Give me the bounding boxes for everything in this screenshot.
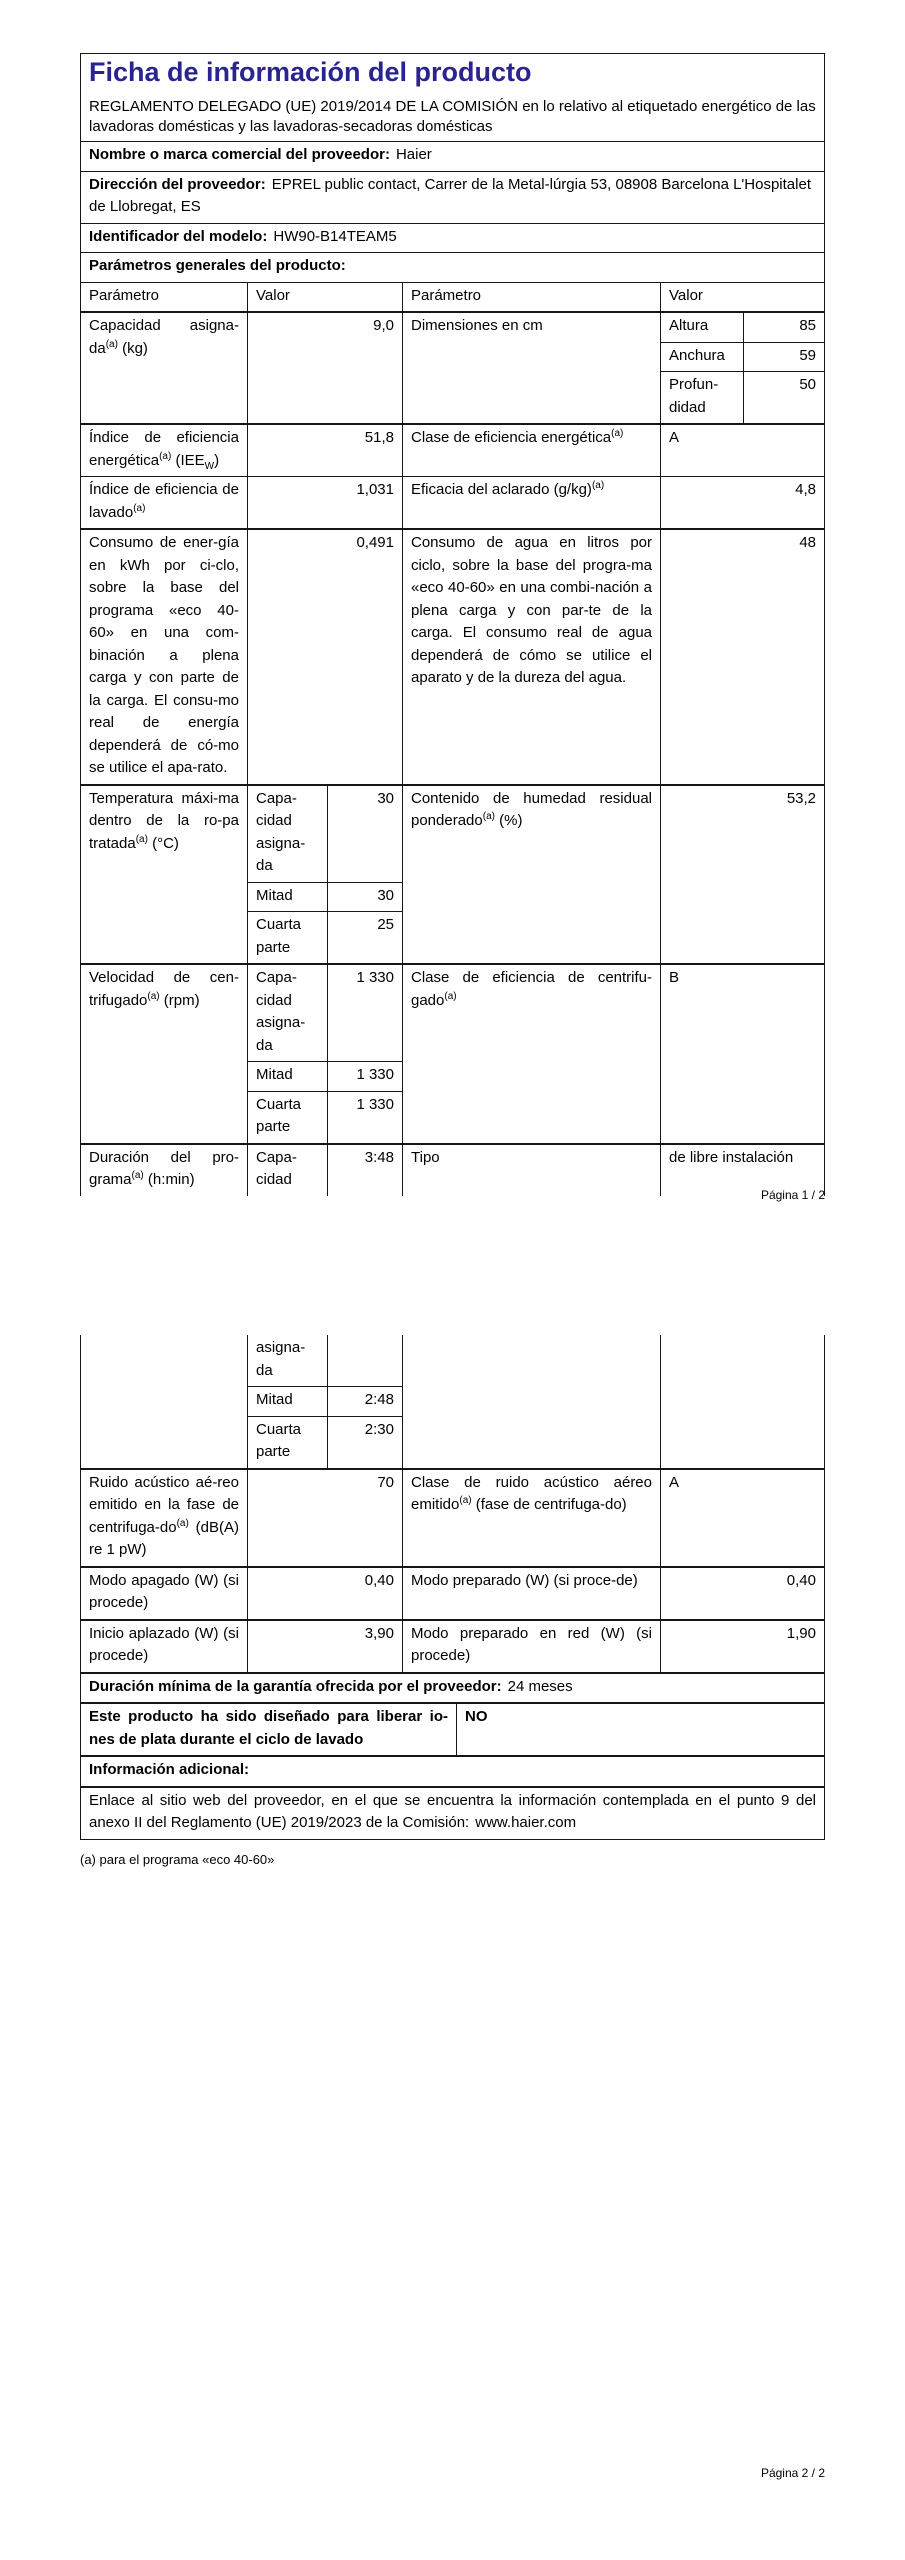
duration-cont-empty-param — [403, 1335, 661, 1469]
spin-half-value: 1 330 — [328, 1062, 403, 1092]
temperature-rated-label: Capa-cidad asigna-da — [248, 785, 328, 883]
duration-half-label: Mitad — [248, 1387, 328, 1417]
spin-quarter-label: Cuarta parte — [248, 1091, 328, 1144]
page-1 — [80, 53, 826, 1196]
dimension-depth-value: 50 — [744, 372, 825, 425]
row-energy-efficiency-index — [81, 424, 825, 477]
humidity-label: Contenido de humedad residual ponderado$^{(a)}$ (%) — [403, 785, 661, 965]
delayed-start-label: Inicio aplazado (W) (si procede) — [81, 1620, 248, 1673]
row-wash-index — [81, 477, 825, 530]
dimension-width-label: Anchura — [661, 342, 744, 372]
silver-ions-value: NO — [457, 1703, 825, 1756]
iee-value: 51,8 — [248, 424, 403, 477]
regulation-text: REGLAMENTO DELEGADO (UE) 2019/2014 DE LA COMISIÓN en lo relativo al etiquetado energético de las lavadoras domésticas y las lavadoras-secadoras domésticas — [89, 97, 816, 135]
warranty-value: 24 meses — [507, 1677, 573, 1695]
additional-info-heading: Información adicional: — [89, 1761, 250, 1778]
row-supplier-name — [81, 142, 825, 172]
product-fiche-table-page2 — [80, 1335, 825, 1840]
energy-consumption-value: 0,491 — [248, 529, 403, 785]
energy-class-label: Clase de eficiencia energética$^{(a)}$ — [403, 424, 661, 477]
spin-class-value: B — [661, 964, 825, 1144]
dimensions-label: Dimensiones en cm — [403, 312, 661, 424]
header-value-2: Valor — [661, 282, 825, 312]
standby-mode-label: Modo preparado (W) (si proce-de) — [403, 1567, 661, 1620]
temperature-quarter-value: 25 — [328, 912, 403, 965]
standby-mode-value: 0,40 — [661, 1567, 825, 1620]
page-1-footer: Página 1 / 2 — [760, 1188, 825, 1202]
iee-label: Índice de eficiencia energética$^{(a)}$ $(IEE_W)$ — [81, 424, 248, 477]
row-consumption — [81, 529, 825, 785]
temperature-label: Temperatura máxi-ma dentro de la ro-pa tratada$^{(a)}$ (°C) — [81, 785, 248, 965]
water-consumption-value: 48 — [661, 529, 825, 785]
supplier-address-label: Dirección del proveedor: — [89, 175, 266, 193]
warranty-label: Duración mínima de la garantía ofrecida por el proveedor: — [89, 1677, 502, 1695]
document-header-cell — [81, 54, 825, 142]
header-value-1: Valor — [248, 282, 403, 312]
warranty-cell — [81, 1673, 825, 1704]
product-fiche-table-page1 — [80, 53, 825, 1196]
duration-quarter-label: Cuarta parte — [248, 1416, 328, 1469]
duration-half-value: 2:48 — [328, 1387, 403, 1417]
row-off-mode — [81, 1567, 825, 1620]
row-capacity — [81, 312, 825, 342]
capacity-value: 9,0 — [248, 312, 403, 424]
general-params-heading-cell — [81, 253, 825, 283]
temperature-quarter-label: Cuarta parte — [248, 912, 328, 965]
rinse-label: Eficacia del aclarado $(g/kg)^{(a)}$ — [403, 477, 661, 530]
row-delayed-start — [81, 1620, 825, 1673]
duration-label: Duración del pro-grama$^{(a)}$ (h:min) — [81, 1144, 248, 1196]
page-2-footer: Página 2 / 2 — [760, 2466, 825, 2480]
row-model-id — [81, 223, 825, 253]
supplier-name-cell — [81, 142, 825, 172]
row-title — [81, 54, 825, 142]
spin-rated-label: Capa-cidad asigna-da — [248, 964, 328, 1062]
weblink-url: www.haier.com — [475, 1814, 577, 1831]
row-warranty — [81, 1673, 825, 1704]
weblink-cell — [81, 1787, 825, 1840]
header-param-2: Parámetro — [403, 282, 661, 312]
dimension-depth-label: Profun-didad — [661, 372, 744, 425]
page-title: Ficha de información del producto — [89, 57, 532, 87]
spin-rated-value: 1 330 — [328, 964, 403, 1062]
dimension-height-value: 85 — [744, 312, 825, 342]
silver-ions-label: Este producto ha sido diseñado para liberar io-nes de plata durante el ciclo de lavado — [81, 1703, 457, 1756]
wash-index-label: Índice de eficiencia de lavado$^{(a)}$ — [81, 477, 248, 530]
dimension-height-label: Altura — [661, 312, 744, 342]
row-supplier-address — [81, 171, 825, 223]
row-noise — [81, 1469, 825, 1567]
row-weblink — [81, 1787, 825, 1840]
row-spin-speed — [81, 964, 825, 1062]
duration-cont-empty-left — [81, 1335, 248, 1469]
network-standby-label: Modo preparado en red (W) (si procede) — [403, 1620, 661, 1673]
duration-rated-value: 3:48 — [328, 1144, 403, 1196]
spin-speed-label: Velocidad de cen-trifugado$^{(a)}$ (rpm) — [81, 964, 248, 1144]
header-param-1: Parámetro — [81, 282, 248, 312]
type-label: Tipo — [403, 1144, 661, 1196]
row-temperature — [81, 785, 825, 883]
type-value: de libre instalación — [661, 1144, 825, 1196]
noise-class-value: A — [661, 1469, 825, 1567]
model-id-label: Identificador del modelo: — [89, 227, 268, 245]
temperature-rated-value: 30 — [328, 785, 403, 883]
spin-quarter-value: 1 330 — [328, 1091, 403, 1144]
off-mode-label: Modo apagado (W) (si procede) — [81, 1567, 248, 1620]
capacity-label: Capacidad asigna-$da^{(a)}$ (kg) — [81, 312, 248, 424]
row-table-header — [81, 282, 825, 312]
energy-consumption-label: Consumo de ener-gía en kWh por ci-clo, sobre la base del programa «eco 40-60» en una com-binación a plena carga y con parte de la carga. El consu-mo real de energía dependerá de có-mo se utilice el apa-rato. — [81, 529, 248, 785]
supplier-name-label: Nombre o marca comercial del proveedor: — [89, 146, 390, 164]
footnote-eco-programme: (a) para el programa «eco 40-60» — [80, 1851, 275, 1867]
general-params-heading: Parámetros generales del producto: — [89, 257, 346, 275]
noise-value: 70 — [248, 1469, 403, 1567]
model-id-cell — [81, 223, 825, 253]
noise-class-label: Clase de ruido acústico aéreo emitido$^{(a)}$ (fase de centrifuga-do) — [403, 1469, 661, 1567]
weblink-label: Enlace al sitio web del proveedor, en el que se encuentra la información contemplada en el punto 9 del anexo II del Reglamento (UE) 2019/2023 de la Comisión: — [89, 1791, 816, 1831]
humidity-value: 53,2 — [661, 785, 825, 965]
duration-rated-label: Capa-cidad — [248, 1144, 328, 1196]
model-id-value: HW90-B14TEAM5 — [273, 227, 397, 245]
off-mode-value: 0,40 — [248, 1567, 403, 1620]
network-standby-value: 1,90 — [661, 1620, 825, 1673]
row-general-params-heading — [81, 253, 825, 283]
duration-cont-rated-label: asigna-da — [248, 1335, 328, 1387]
energy-class-value: A — [661, 424, 825, 477]
spin-class-label: Clase de eficiencia de centrifu-gado$^{(a)}$ — [403, 964, 661, 1144]
temperature-half-label: Mitad — [248, 882, 328, 912]
water-consumption-label: Consumo de agua en litros por ciclo, sobre la base del progra-ma «eco 40-60» en una combi-nación a plena carga y con par-te de la carga. El consumo real de agua dependerá de cómo se utilice el aparato y de la dureza del agua. — [403, 529, 661, 785]
duration-cont-rated-value — [328, 1335, 403, 1387]
supplier-address-value: EPREL public contact, Carrer de la Metal-lúrgia 53, 08908 Barcelona L'Hospitalet de Llobregat, ES — [89, 175, 811, 216]
row-silver-ions — [81, 1703, 825, 1756]
additional-info-cell — [81, 1756, 825, 1787]
duration-cont-empty-value — [661, 1335, 825, 1469]
supplier-address-cell — [81, 171, 825, 223]
duration-quarter-value: 2:30 — [328, 1416, 403, 1469]
page-2 — [80, 1335, 826, 1867]
supplier-name-value: Haier — [395, 146, 432, 164]
wash-index-value: 1,031 — [248, 477, 403, 530]
rinse-value: 4,8 — [661, 477, 825, 530]
delayed-start-value: 3,90 — [248, 1620, 403, 1673]
temperature-half-value: 30 — [328, 882, 403, 912]
row-duration-continuation — [81, 1335, 825, 1387]
dimension-width-value: 59 — [744, 342, 825, 372]
row-additional-info — [81, 1756, 825, 1787]
spin-half-label: Mitad — [248, 1062, 328, 1092]
noise-label: Ruido acústico aé-reo emitido en la fase de centrifuga-$do^{(a)}$ (dB(A) re 1 pW) — [81, 1469, 248, 1567]
